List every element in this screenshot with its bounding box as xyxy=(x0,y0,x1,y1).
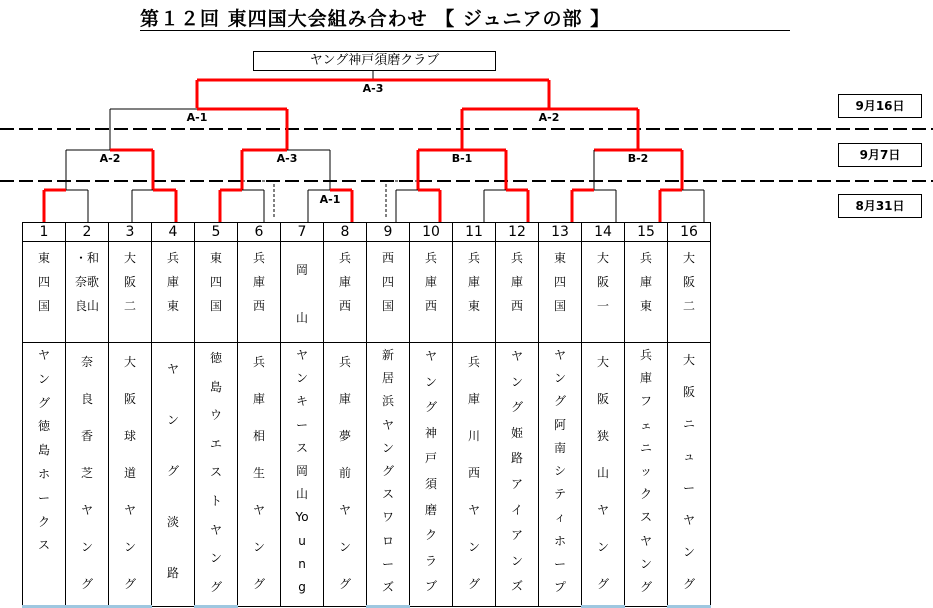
team-region: 兵庫東 xyxy=(166,251,179,313)
team-region: 西四国 xyxy=(381,251,394,313)
team-region-cell xyxy=(582,242,625,343)
team-number: 1 xyxy=(23,223,66,242)
team-name-cell xyxy=(281,343,324,607)
team-region: ・和奈歌良山 xyxy=(74,251,99,313)
team-number: 4 xyxy=(152,223,195,242)
team-name-cell xyxy=(582,343,625,607)
team-name-cell xyxy=(539,343,582,607)
team-region-cell xyxy=(539,242,582,343)
team-name: 奈良香芝ヤング xyxy=(80,355,93,591)
team-name-cell xyxy=(152,343,195,607)
match-label-qf4: B-2 xyxy=(627,152,649,165)
team-name: ヤング神戸須磨クラブ xyxy=(424,349,437,594)
match-label-r1: A-1 xyxy=(319,193,341,206)
team-region: 大阪一 xyxy=(596,251,609,313)
team-region-cell xyxy=(410,242,453,343)
team-region-cell xyxy=(324,242,367,343)
team-name-cell xyxy=(66,343,109,607)
bracket-lines xyxy=(0,0,933,230)
team-name: 大阪ニューヤング xyxy=(682,353,695,591)
team-number: 13 xyxy=(539,223,582,242)
team-name: 兵庫夢前ヤング xyxy=(338,355,351,591)
team-table xyxy=(22,222,711,608)
team-number-row xyxy=(23,223,711,242)
team-region-cell xyxy=(496,242,539,343)
team-number: 15 xyxy=(625,223,668,242)
team-number: 12 xyxy=(496,223,539,242)
team-name-cell xyxy=(625,343,668,607)
team-region: 兵庫東 xyxy=(639,251,652,313)
match-label-final: A-3 xyxy=(362,82,384,95)
team-name: 大阪球道ヤング xyxy=(123,355,136,591)
team-name: 兵庫相生ヤング xyxy=(252,355,265,591)
team-name-cell xyxy=(453,343,496,607)
team-name-cell xyxy=(668,343,711,607)
team-name: ヤング姫路アイアンズ xyxy=(510,349,523,594)
team-region-cell xyxy=(668,242,711,343)
team-region-cell xyxy=(152,242,195,343)
team-name-row xyxy=(23,343,711,607)
team-region: 岡山 xyxy=(295,263,308,325)
team-name-cell xyxy=(238,343,281,607)
team-region-cell xyxy=(367,242,410,343)
team-region-cell xyxy=(238,242,281,343)
team-region: 東四国 xyxy=(209,251,222,313)
team-number: 3 xyxy=(109,223,152,242)
team-name-cell xyxy=(496,343,539,607)
date-final: 9月16日 xyxy=(838,94,922,118)
team-number: 11 xyxy=(453,223,496,242)
team-number: 16 xyxy=(668,223,711,242)
team-region: 大阪二 xyxy=(123,251,136,313)
team-region: 兵庫西 xyxy=(510,251,523,313)
team-name-cell xyxy=(23,343,66,607)
team-name: 徳島ウエストヤング xyxy=(209,351,222,594)
team-region-cell xyxy=(625,242,668,343)
match-label-semi-right: A-2 xyxy=(538,111,560,124)
match-label-semi-left: A-1 xyxy=(186,111,208,124)
team-name: ヤング徳島ホークス xyxy=(37,348,50,553)
r1-dash-left xyxy=(242,181,274,218)
team-number: 2 xyxy=(66,223,109,242)
team-region: 兵庫東 xyxy=(467,251,480,313)
champion-box: ヤング神戸須磨クラブ xyxy=(253,51,496,71)
team-name-cell xyxy=(367,343,410,607)
date-first-round: 8月31日 xyxy=(838,194,922,218)
team-region-cell xyxy=(109,242,152,343)
team-name-cell xyxy=(195,343,238,607)
r1-dash-right xyxy=(386,181,418,218)
team-number: 8 xyxy=(324,223,367,242)
team-region-cell xyxy=(195,242,238,343)
team-region-cell xyxy=(453,242,496,343)
page-title: 第１２回 東四国大会組み合わせ 【 ジュニアの部 】 xyxy=(140,4,790,31)
team-name: ヤンキース岡山Young xyxy=(295,348,309,595)
match-label-qf1: A-2 xyxy=(99,152,121,165)
team-name: ヤング淡路 xyxy=(166,362,179,580)
team-region-row xyxy=(23,242,711,343)
team-name: ヤング阿南シティホープ xyxy=(553,348,566,595)
team-number: 9 xyxy=(367,223,410,242)
team-number: 5 xyxy=(195,223,238,242)
team-name: 兵庫川西ヤング xyxy=(467,355,480,591)
team-name: 兵庫フェニックスヤング xyxy=(639,348,652,595)
date-semis: 9月7日 xyxy=(838,143,922,167)
team-region: 東四国 xyxy=(37,251,50,313)
team-region: 大阪二 xyxy=(682,251,695,313)
team-region: 東四国 xyxy=(553,251,566,313)
team-region-cell xyxy=(66,242,109,343)
team-name: 大阪狭山ヤング xyxy=(596,355,609,591)
team-number: 10 xyxy=(410,223,453,242)
match-label-qf3: B-1 xyxy=(451,152,473,165)
team-region: 兵庫西 xyxy=(252,251,265,313)
match-label-qf2: A-3 xyxy=(276,152,298,165)
team-name-cell xyxy=(410,343,453,607)
team-name: 新居浜ヤングスワローズ xyxy=(381,348,394,595)
team-number: 14 xyxy=(582,223,625,242)
team-number: 6 xyxy=(238,223,281,242)
team-region-cell xyxy=(281,242,324,343)
team-number: 7 xyxy=(281,223,324,242)
team-name-cell xyxy=(324,343,367,607)
team-region: 兵庫西 xyxy=(424,251,437,313)
team-name-cell xyxy=(109,343,152,607)
team-region-cell xyxy=(23,242,66,343)
team-region: 兵庫西 xyxy=(338,251,351,313)
